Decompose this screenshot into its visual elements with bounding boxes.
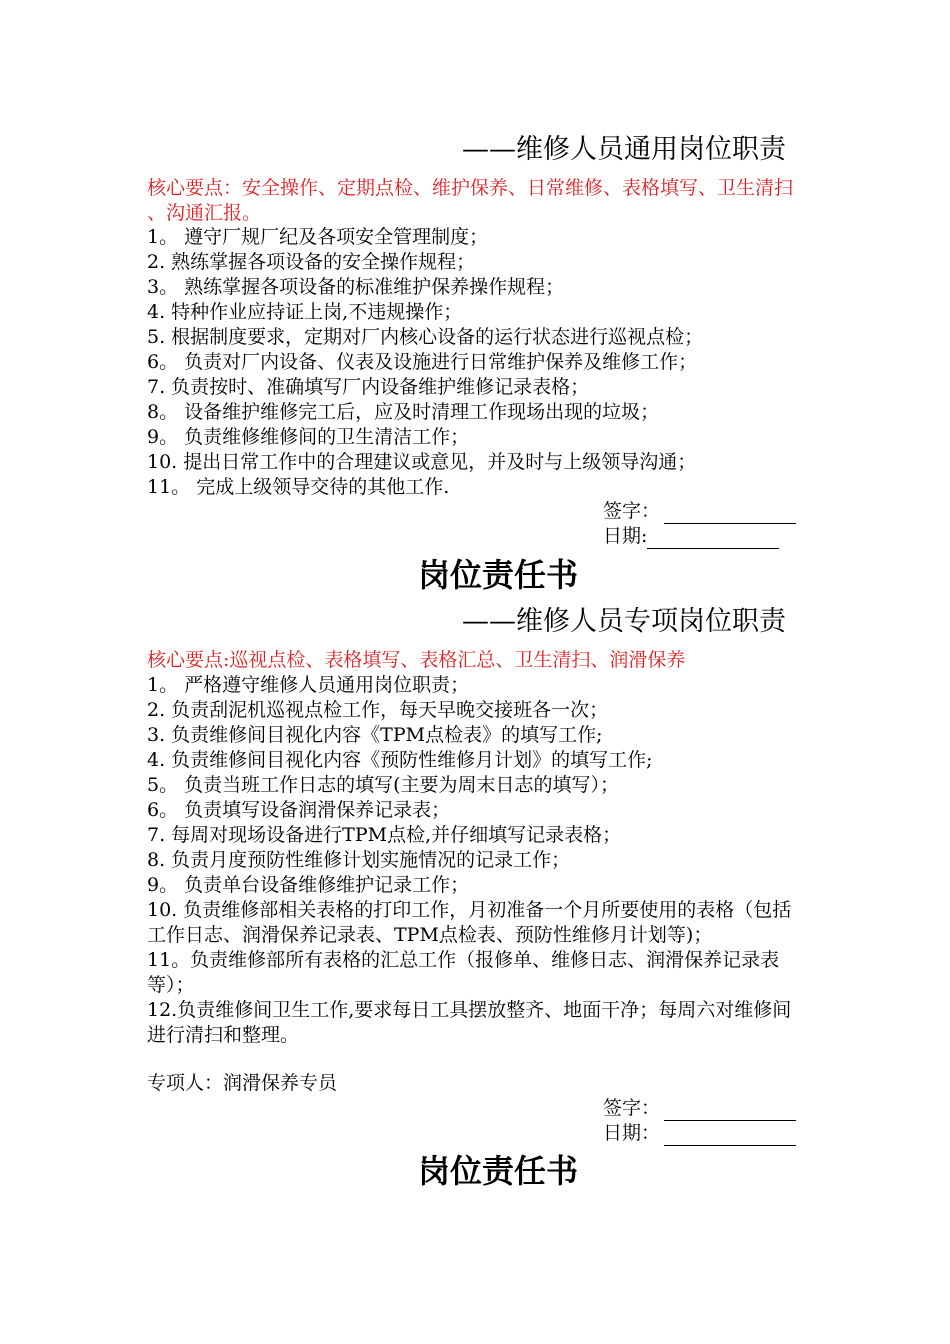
list-item: 8. 负责月度预防性维修计划实施情况的记录工作； bbox=[147, 849, 571, 871]
list-item: 1。 严格遵守维修人员通用岗位职责； bbox=[147, 674, 470, 696]
list-item: 5。 负责当班工作日志的填写(主要为周末日志的填写）； bbox=[147, 774, 620, 796]
section2-signature-row bbox=[603, 1096, 796, 1121]
signature-line[interactable] bbox=[664, 505, 796, 524]
list-item: 6。 负责填写设备润滑保养记录表； bbox=[147, 799, 451, 821]
list-item: 7. 每周对现场设备进行TPM点检,并仔细填写记录表格； bbox=[147, 824, 622, 846]
date-line[interactable] bbox=[647, 530, 779, 549]
list-item: 2. 负责刮泥机巡视点检工作，每天早晚交接班各一次； bbox=[147, 699, 609, 721]
date-line[interactable] bbox=[664, 1127, 796, 1146]
special-person: 专项人：润滑保养专员 bbox=[147, 1072, 338, 1094]
section2-date-row bbox=[603, 1121, 796, 1146]
list-item: 11。负责维修部所有表格的汇总工作（报修单、维修日志、润滑保养记录表等）； bbox=[147, 949, 780, 996]
signature-line[interactable] bbox=[664, 1102, 796, 1121]
section2-key-points: 核心要点:巡视点检、表格填写、表格汇总、卫生清扫、润滑保养 bbox=[147, 649, 686, 671]
section2-duty-list bbox=[147, 673, 807, 1048]
list-item: 12.负责维修间卫生工作,要求每日工具摆放整齐、地面干净；每周六对维修间进行清扫和整理。 bbox=[147, 999, 792, 1046]
section1-duty-list bbox=[147, 225, 807, 500]
section1-key-points: 核心要点：安全操作、定期点检、维护保养、日常维修、表格填写、卫生清扫 、沟通汇报。 bbox=[147, 177, 794, 224]
list-item: 10. 负责维修部相关表格的打印工作，月初准备一个月所要使用的表格（包括工作日志、润滑保养记录表、TPM点检表、预防性维修月计划等)； bbox=[147, 899, 792, 946]
date-label: 日期： bbox=[603, 1122, 661, 1144]
list-item: 3. 负责维修间目视化内容《TPM点检表》的填写工作; bbox=[147, 724, 603, 746]
list-item: 2. 熟练掌握各项设备的安全操作规程； bbox=[147, 251, 476, 273]
list-item: 4. 负责维修间目视化内容《预防性维修月计划》的填写工作; bbox=[147, 749, 653, 771]
list-item: 11。 完成上级领导交待的其他工作. bbox=[147, 476, 450, 498]
list-item: 1。 遵守厂规厂纪及各项安全管理制度； bbox=[147, 226, 489, 248]
list-item: 9。 负责维修维修间的卫生清洁工作； bbox=[147, 426, 470, 448]
section2-subtitle: ——维修人员专项岗位职责 bbox=[462, 606, 786, 637]
signature-label: 签字： bbox=[603, 1097, 661, 1119]
page-heading: 岗位责任书 bbox=[417, 556, 578, 594]
page-heading: 岗位责任书 bbox=[417, 1152, 578, 1190]
list-item: 5. 根据制度要求，定期对厂内核心设备的运行状态进行巡视点检； bbox=[147, 326, 704, 348]
section1-signature-row bbox=[603, 499, 796, 524]
signature-label: 签字： bbox=[603, 500, 661, 522]
list-item: 6。 负责对厂内设备、仪表及设施进行日常维护保养及维修工作； bbox=[147, 351, 698, 373]
section1-date-row bbox=[603, 524, 779, 549]
list-item: 8。 设备维护维修完工后，应及时清理工作现场出现的垃圾； bbox=[147, 401, 660, 423]
list-item: 4. 特种作业应持证上岗,不违规操作； bbox=[147, 301, 463, 323]
list-item: 7. 负责按时、准确填写厂内设备维护维修记录表格； bbox=[147, 376, 590, 398]
date-label: 日期: bbox=[603, 525, 648, 547]
list-item: 3。 熟练掌握各项设备的标准维护保养操作规程； bbox=[147, 276, 565, 298]
list-item: 9。 负责单台设备维修维护记录工作； bbox=[147, 874, 470, 896]
section1-subtitle: ——维修人员通用岗位职责 bbox=[462, 134, 786, 165]
list-item: 10. 提出日常工作中的合理建议或意见，并及时与上级领导沟通； bbox=[147, 451, 697, 473]
